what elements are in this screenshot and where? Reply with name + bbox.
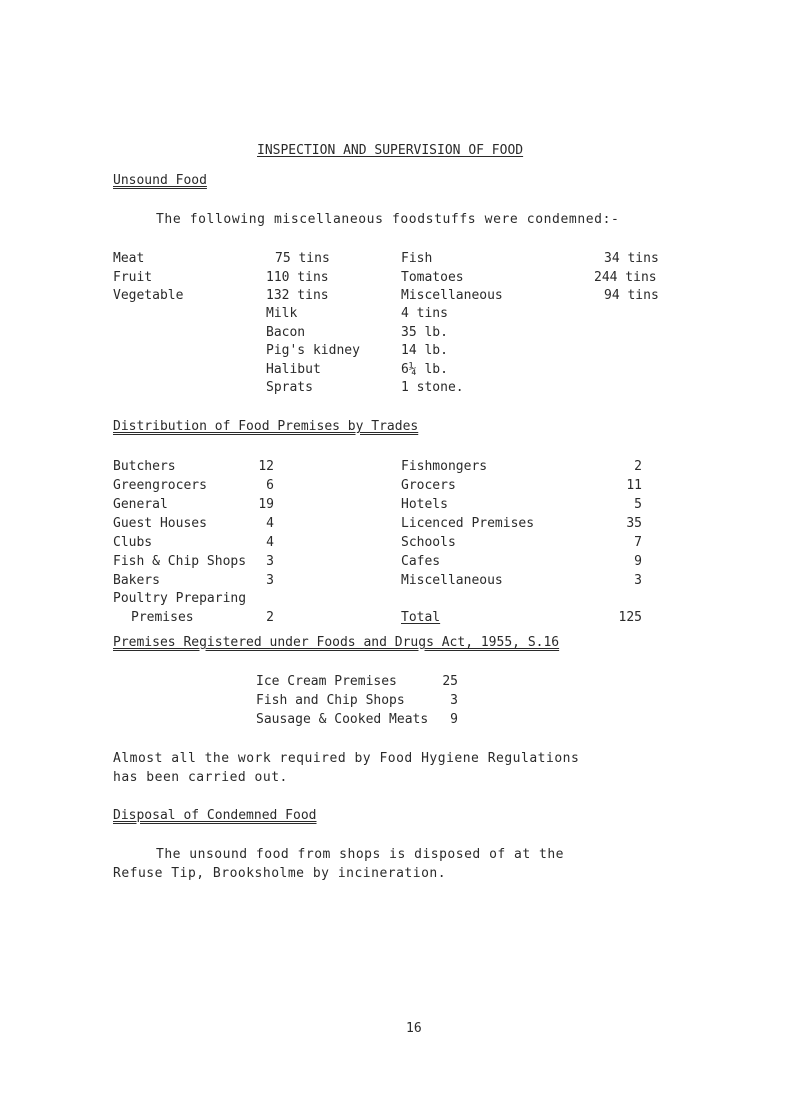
registered-item-count: 9 <box>450 712 458 727</box>
trade-count: 35 <box>626 516 642 531</box>
total-label: Total <box>401 610 441 625</box>
condemned-item-qty: 4 tins <box>401 306 448 321</box>
trade-name: Clubs <box>113 535 153 550</box>
trade-name: Cafes <box>401 554 441 569</box>
trade-count: 4 <box>266 535 274 550</box>
trade-name: General <box>113 497 168 512</box>
trade-count: 19 <box>258 497 274 512</box>
trade-name: Butchers <box>113 459 176 474</box>
hygiene-paragraph-line: has been carried out. <box>113 770 288 785</box>
condemned-item-name: Vegetable <box>113 288 184 303</box>
trade-name: Grocers <box>401 478 456 493</box>
condemned-item-name: Meat <box>113 251 145 266</box>
condemned-item-qty: 35 lb. <box>401 325 448 340</box>
trade-count: 7 <box>634 535 642 550</box>
trade-name: Miscellaneous <box>401 573 503 588</box>
trade-count: 5 <box>634 497 642 512</box>
page-heading: INSPECTION AND SUPERVISION OF FOOD <box>257 143 524 158</box>
condemned-item-qty: 132 tins <box>266 288 329 303</box>
section-title-disposal: Disposal of Condemned Food <box>113 808 317 823</box>
condemned-item-name: Fish <box>401 251 433 266</box>
trade-count: 3 <box>634 573 642 588</box>
condemned-item-name: Fruit <box>113 270 153 285</box>
condemned-item-name: Tomatoes <box>401 270 464 285</box>
disposal-paragraph-line: The unsound food from shops is disposed of at the <box>156 847 565 862</box>
trade-count: 9 <box>634 554 642 569</box>
condemned-item-qty: 110 tins <box>266 270 329 285</box>
condemned-item-name: Pig's kidney <box>266 343 360 358</box>
condemned-item-qty: 94 tins <box>604 288 659 303</box>
unsound-food-intro: The following miscellaneous foodstuffs were condemned:- <box>156 212 620 227</box>
condemned-item-qty: 34 tins <box>604 251 659 266</box>
trade-name: Guest Houses <box>113 516 207 531</box>
total-value: 125 <box>618 610 642 625</box>
trade-count: 3 <box>266 554 274 569</box>
registered-item-count: 3 <box>450 693 458 708</box>
hygiene-paragraph-line: Almost all the work required by Food Hygiene Regulations <box>113 751 580 766</box>
registered-item-name: Sausage & Cooked Meats <box>256 712 429 727</box>
trade-count: 2 <box>634 459 642 474</box>
trade-name: Greengrocers <box>113 478 207 493</box>
trade-count: 11 <box>626 478 642 493</box>
trade-name: Fishmongers <box>401 459 488 474</box>
trade-name: Bakers <box>113 573 160 588</box>
condemned-item-name: Bacon <box>266 325 306 340</box>
disposal-paragraph-line: Refuse Tip, Brooksholme by incineration. <box>113 866 447 881</box>
condemned-item-qty: 75 tins <box>275 251 330 266</box>
registered-item-count: 25 <box>442 674 458 689</box>
trade-count: 12 <box>258 459 274 474</box>
condemned-item-name: Sprats <box>266 380 313 395</box>
section-title-registered: Premises Registered under Foods and Drugs Act, 1955, S.16 <box>113 635 560 650</box>
trade-name: Fish & Chip Shops <box>113 554 247 569</box>
condemned-item-qty: 14 lb. <box>401 343 448 358</box>
condemned-item-qty: 244 tins <box>594 270 657 285</box>
section-title-distribution: Distribution of Food Premises by Trades <box>113 419 419 434</box>
condemned-item-name: Milk <box>266 306 298 321</box>
trade-name: Poultry Preparing <box>113 591 247 606</box>
condemned-item-name: Miscellaneous <box>401 288 503 303</box>
trade-count: 2 <box>266 610 274 625</box>
section-title-unsound-food: Unsound Food <box>113 173 207 188</box>
trade-name: Schools <box>401 535 456 550</box>
registered-item-name: Ice Cream Premises <box>256 674 397 689</box>
trade-name: Hotels <box>401 497 448 512</box>
condemned-item-name: Halibut <box>266 362 321 377</box>
trade-count: 4 <box>266 516 274 531</box>
trade-name: Licenced Premises <box>401 516 535 531</box>
condemned-item-qty: 1 stone. <box>401 380 464 395</box>
page-number: 16 <box>406 1021 422 1036</box>
registered-item-name: Fish and Chip Shops <box>256 693 405 708</box>
trade-count: 3 <box>266 573 274 588</box>
condemned-item-qty: 6¼ lb. <box>401 362 448 377</box>
trade-name: Premises <box>131 610 194 625</box>
trade-count: 6 <box>266 478 274 493</box>
